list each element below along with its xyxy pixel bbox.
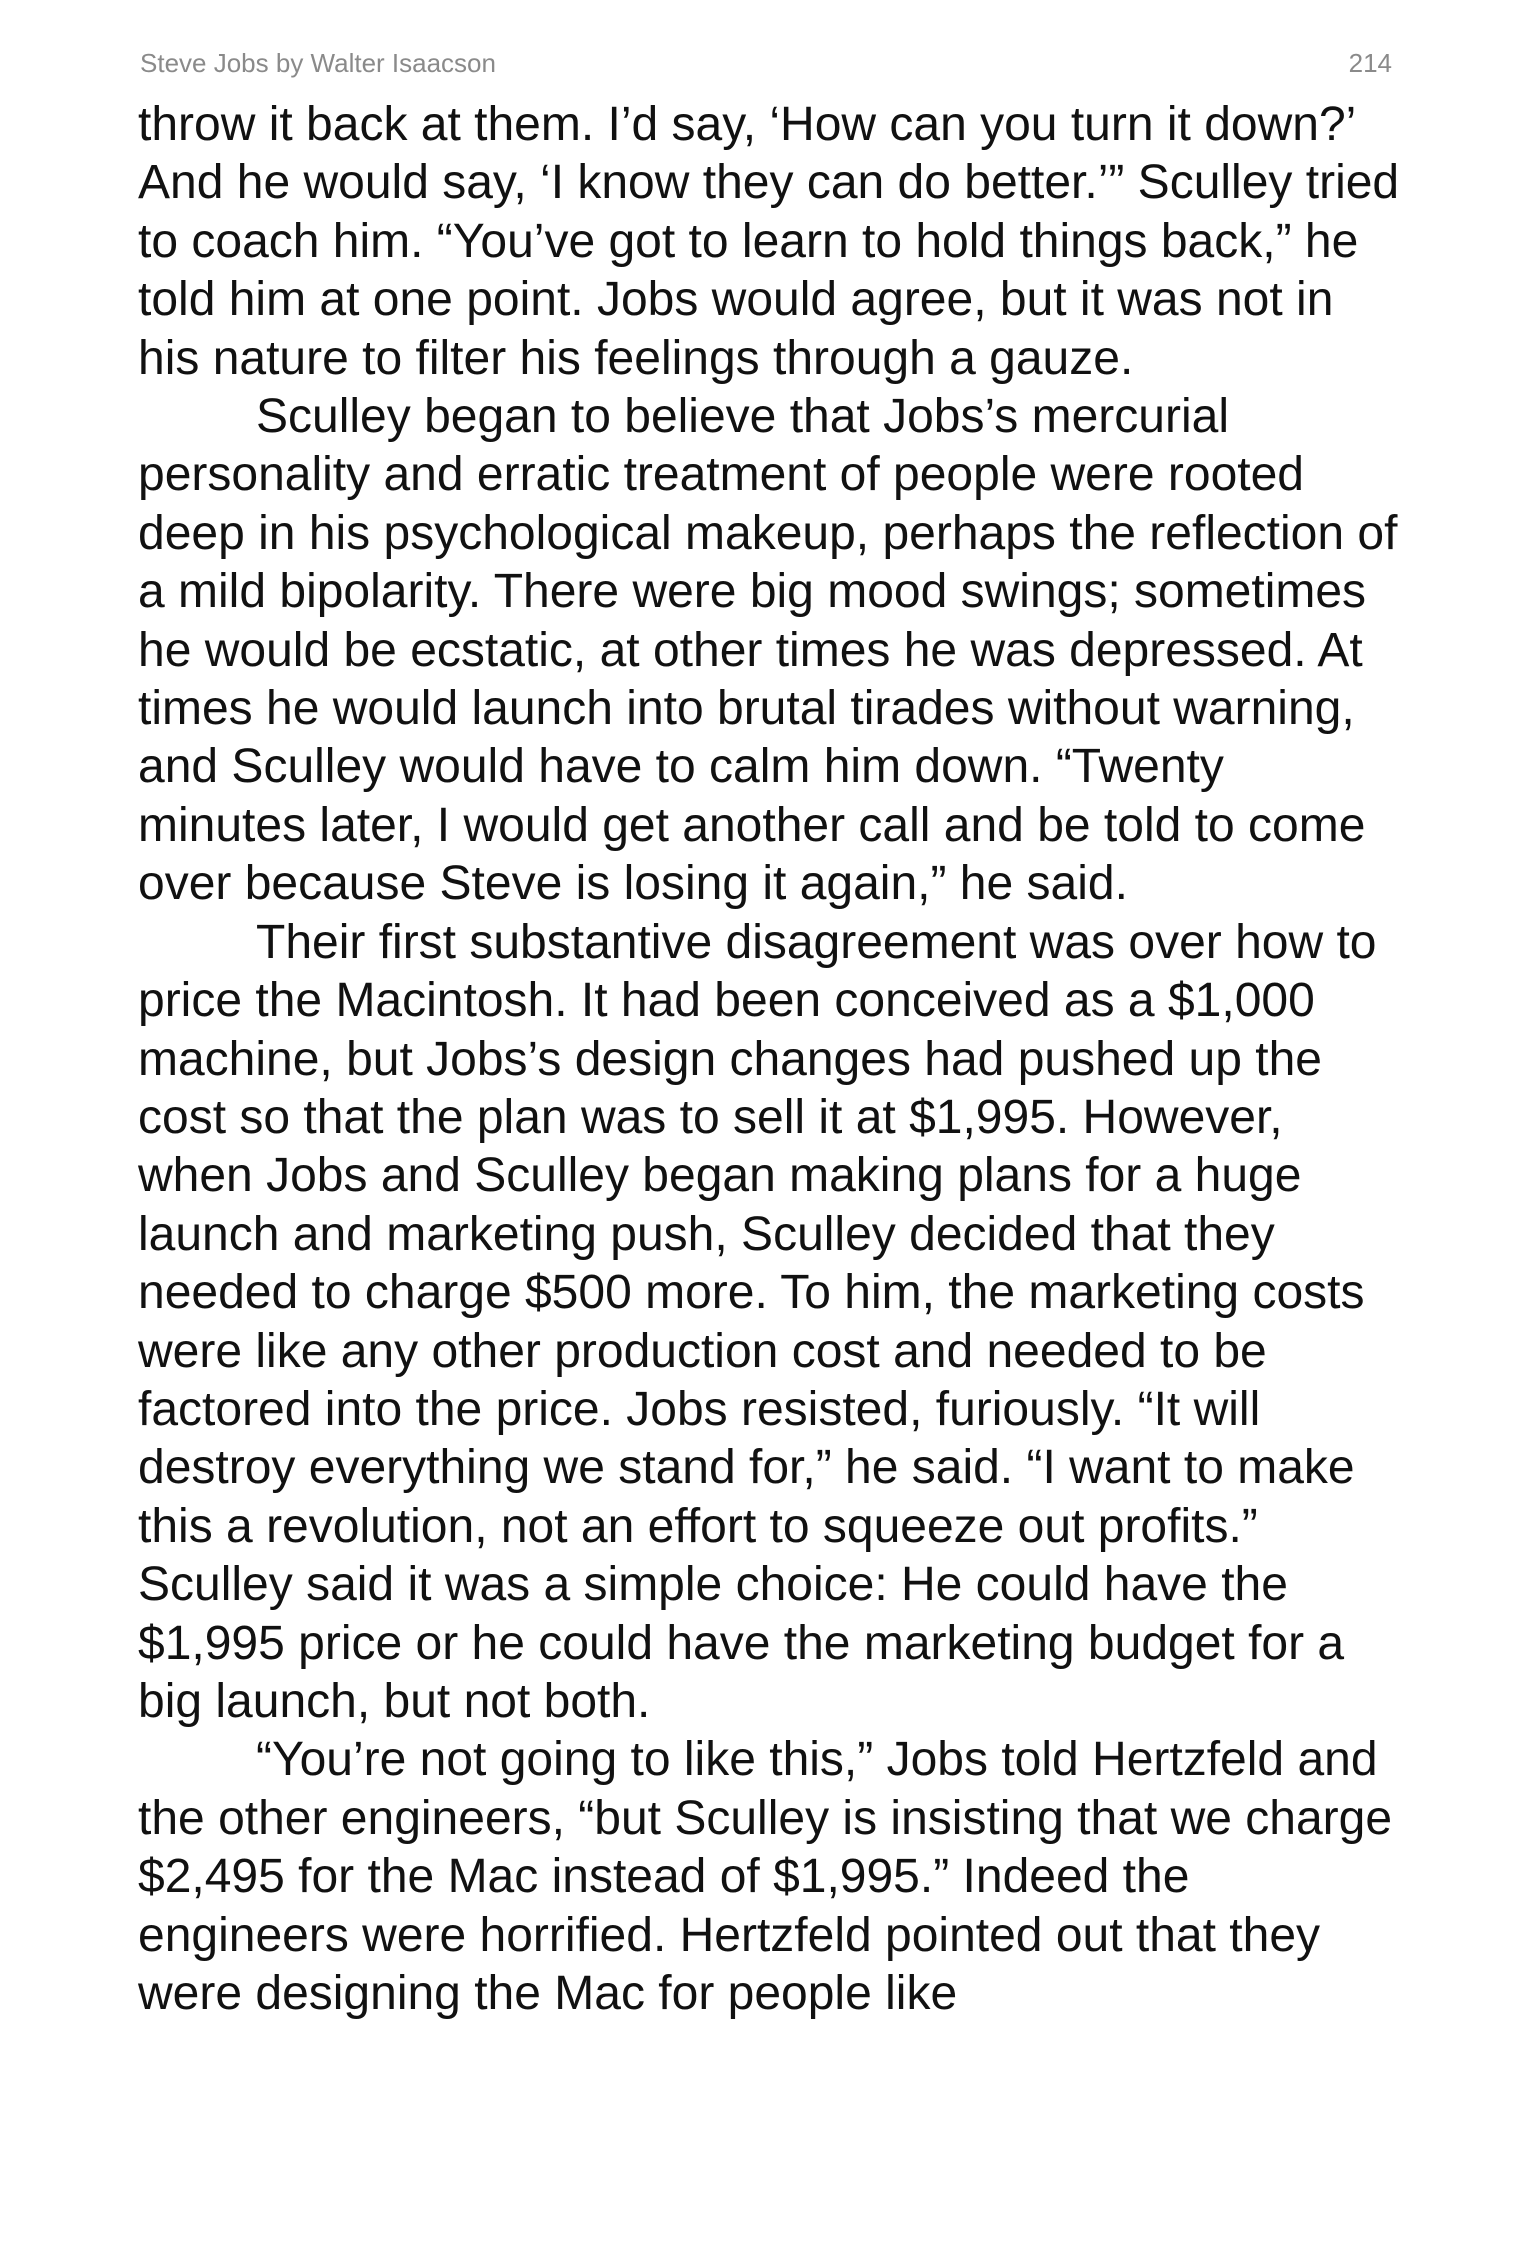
book-title: Steve Jobs by Walter Isaacson (140, 48, 496, 78)
page-header (140, 48, 1392, 82)
paragraph-continuation: throw it back at them. I’d say, ‘How can you turn it down?’ And he would say, ‘I know they can do better.’” Sculley tried to coach him. “You’ve got to learn to hold things back,” he told him at one point. Jobs would agree, but it was not in his nature to filter his feelings through a gauze. (138, 98, 1400, 385)
paragraph: Their first substantive disagreement was over how to price the Macintosh. It had been conceived as a $1,000 machine, but Jobs’s design changes had pushed up the cost so that the plan was to sell it at $1,995. However, when Jobs and Sculley began making plans for a huge launch and marketing push, Sculley decided that they needed to charge $500 more. To him, the marketing costs were like any other production cost and needed to be factored into the price. Jobs resisted, furiously. “It will destroy everything we stand for,” he said. “I want to make this a revolution, not an effort to squeeze out profits.” Sculley said it was a simple choice: He could have the $1,995 price or he could have the marketing budget for a big launch, but not both. (138, 915, 1377, 1728)
paragraph: “You’re not going to like this,” Jobs told Hertzfeld and the other engineers, “but Sculley is insisting that we charge $2,495 for the Mac instead of $1,995.” Indeed the engineers were horrified. Hertzfeld pointed out that they were designing the Mac for people like (138, 1733, 1393, 2020)
page-number: 214 (1348, 48, 1392, 78)
paragraph: Sculley began to believe that Jobs’s mercurial personality and erratic treatment of people were rooted deep in his psychological makeup, perhaps the reflection of a mild bipolarity. There were big mood swings; sometimes he would be ecstatic, at other times he was depressed. At times he would launch into brutal tirades without warning, and Sculley would have to calm him down. “Twenty minutes later, I would get another call and be told to come over because Steve is losing it again,” he said. (138, 390, 1398, 911)
page-body-text (138, 96, 1400, 2023)
